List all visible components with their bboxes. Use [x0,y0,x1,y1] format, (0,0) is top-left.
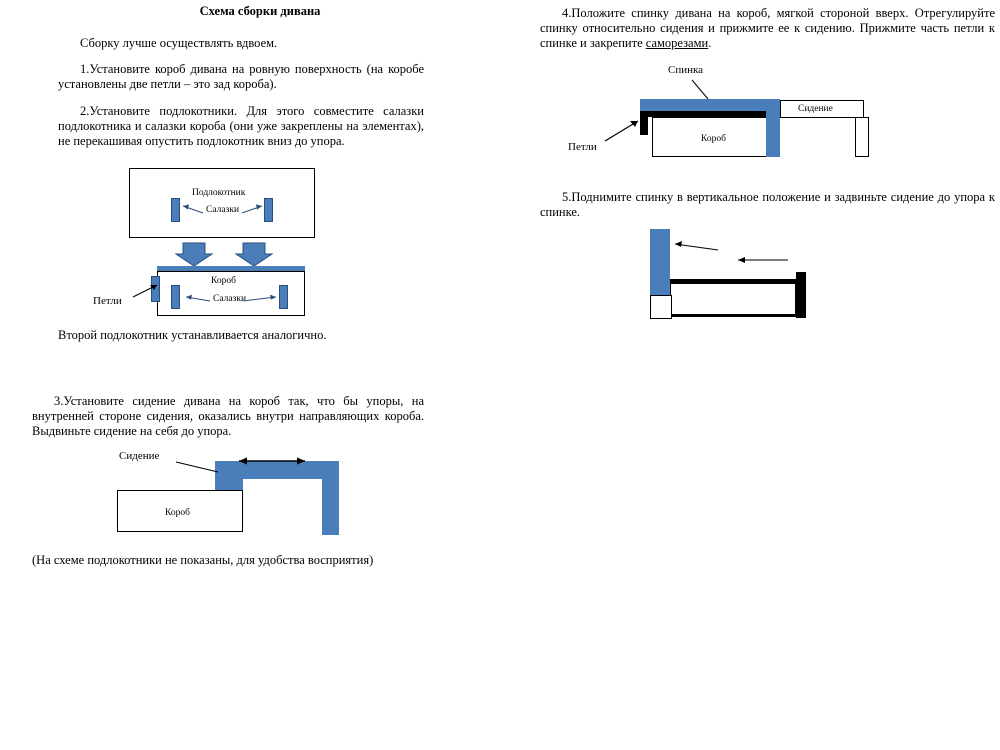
note-armrests-not-shown: (На схеме подлокотники не показаны, для удобства восприятия) [32,553,374,567]
step-4-text: 4.Положите спинку дивана на короб, мягкой стороной вверх. Отрегулируйте спинку относительно сидения и прижмите ее к сидению. Прижмите часть петли к спинке и закрепите [540,6,995,50]
korob-label-4: Короб [701,134,726,144]
figure-seat-leaders [0,0,520,560]
hinges-label: Петли [93,295,122,307]
figure-back-vertical [530,0,1000,340]
figure-back-vertical-arrows [530,0,1000,340]
korob-slides-label: Салазки [213,294,247,304]
hinges-label-4: Петли [568,141,597,153]
step-4-underlined-word: саморезами [645,36,709,50]
seat-label: Сидение [119,450,160,462]
armrest-slides-label: Салазки [206,205,240,215]
figure-seat [0,0,520,560]
step-3-paragraph: 3.Установите сидение дивана на короб так, что бы упоры, на внутренней стороне сидения, оказались внутри направляющих короба. Выдвиньте сидение на себя до упора. [32,394,424,438]
intro-paragraph: Сборку лучше осуществлять вдвоем. [80,36,278,50]
korob-label: Короб [211,276,236,286]
seat-label-4: Сидение [798,104,833,114]
step-1-paragraph: 1.Установите короб дивана на ровную поверхность (на коробе установлены две петли – это зад короба). [58,62,424,91]
step-5-paragraph: 5.Поднимите спинку в вертикальное положение и задвиньте сидение до упора к спинке. [540,190,995,219]
korob-label-3: Короб [165,508,190,518]
step-4-end: . [708,36,712,50]
step-2-paragraph: 2.Установите подлокотники. Для этого совместите салазки подлокотника и салазки короба (они уже закреплены на элементах), не перекашивая опустить подлокотник вниз до упора. [58,104,424,148]
note-second-armrest: Второй подлокотник устанавливается аналогично. [58,328,327,342]
armrest-label: Подлокотник [192,188,246,198]
page-title: Схема сборки дивана [199,4,321,18]
back-label-4: Спинка [668,64,704,76]
right-column [530,0,1000,750]
